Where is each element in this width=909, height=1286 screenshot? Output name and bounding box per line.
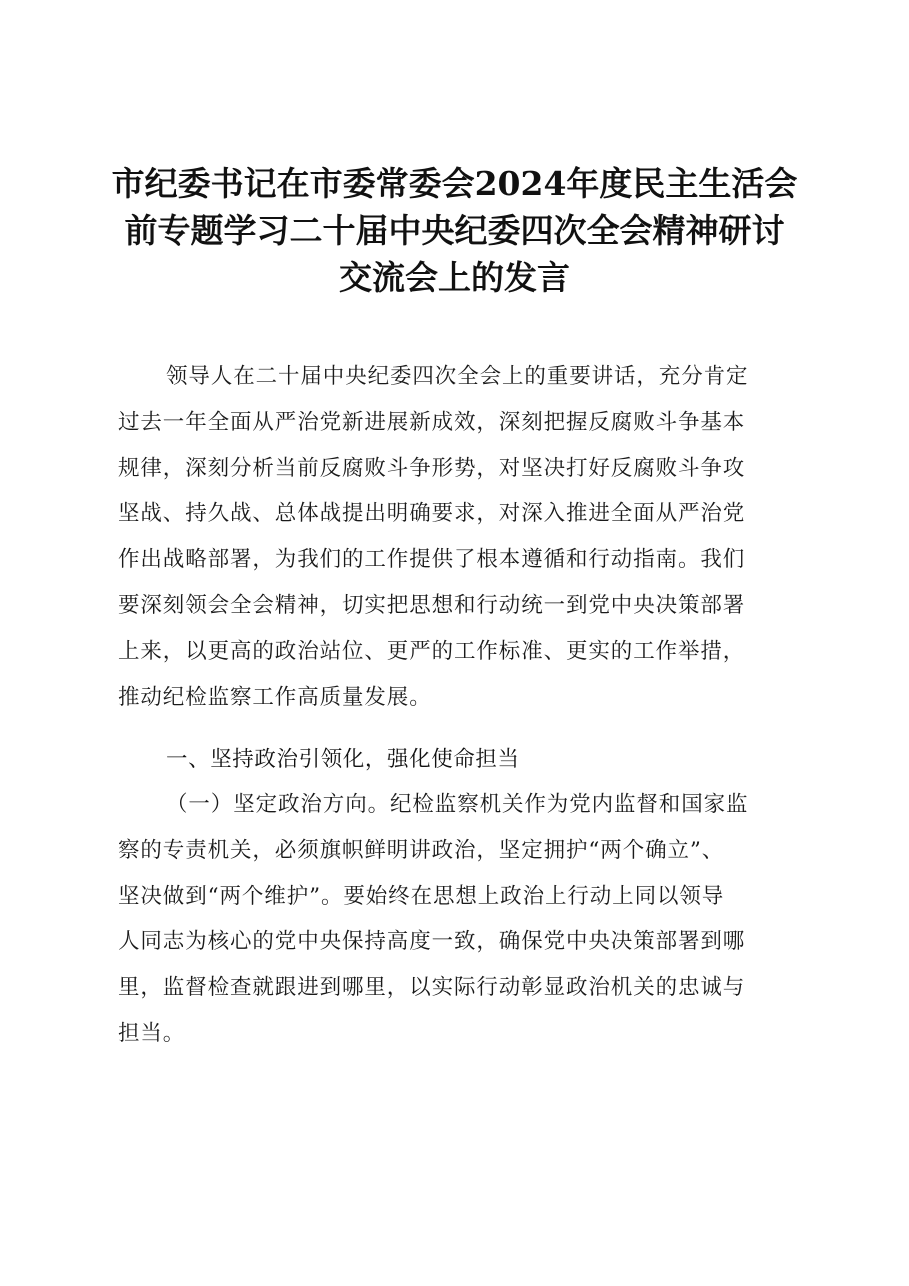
paragraph-line: 要深刻领会全会精神，切实把思想和行动统一到党中央决策部署 (118, 592, 746, 618)
title-line-2: 前专题学习二十届中央纪委四次全会精神研讨 (124, 211, 785, 250)
paragraph-line: （一）坚定政治方向。纪检监察机关作为党内监督和国家监 (166, 792, 749, 817)
paragraph-line: 上来，以更高的政治站位、更严的工作标准、更实的工作举措， (118, 638, 746, 664)
paragraph-line: 察的专责机关，必须旗帜鲜明讲政治，坚定拥护“两个确立”、 (118, 837, 725, 863)
paragraph-line: 规律，深刻分析当前反腐败斗争形势，对坚决打好反腐败斗争攻 (118, 455, 746, 481)
paragraph-section-1 (118, 782, 790, 1057)
title-line-1: 市纪委书记在市委常委会2024年度民主生活会 (111, 164, 798, 203)
document-title (100, 160, 809, 301)
paragraph-line: 人同志为核心的党中央保持高度一致，确保党中央决策部署到哪 (118, 929, 746, 955)
paragraph-line: 担当。 (118, 1020, 186, 1046)
paragraph-line: 里，监督检查就跟进到哪里，以实际行动彰显政治机关的忠诚与 (118, 975, 746, 1001)
paragraph-line: 作出战略部署，为我们的工作提供了根本遵循和行动指南。我们 (118, 547, 746, 573)
title-line-3: 交流会上的发言 (339, 258, 570, 297)
paragraph-line: 推动纪检监察工作高质量发展。 (118, 684, 432, 710)
paragraph-line: 领导人在二十届中央纪委四次全会上的重要讲话，充分肯定 (166, 364, 749, 389)
paragraph-intro (118, 354, 790, 720)
paragraph-line: 过去一年全面从严治党新进展新成效，深刻把握反腐败斗争基本 (118, 409, 746, 435)
paragraph-line: 坚决做到“两个维护”。要始终在思想上政治上行动上同以领导 (118, 883, 725, 909)
section-heading-1: 一、坚持政治引领化，强化使命担当 (166, 747, 520, 772)
paragraph-line: 坚战、持久战、总体战提出明确要求，对深入推进全面从严治党 (118, 501, 746, 527)
